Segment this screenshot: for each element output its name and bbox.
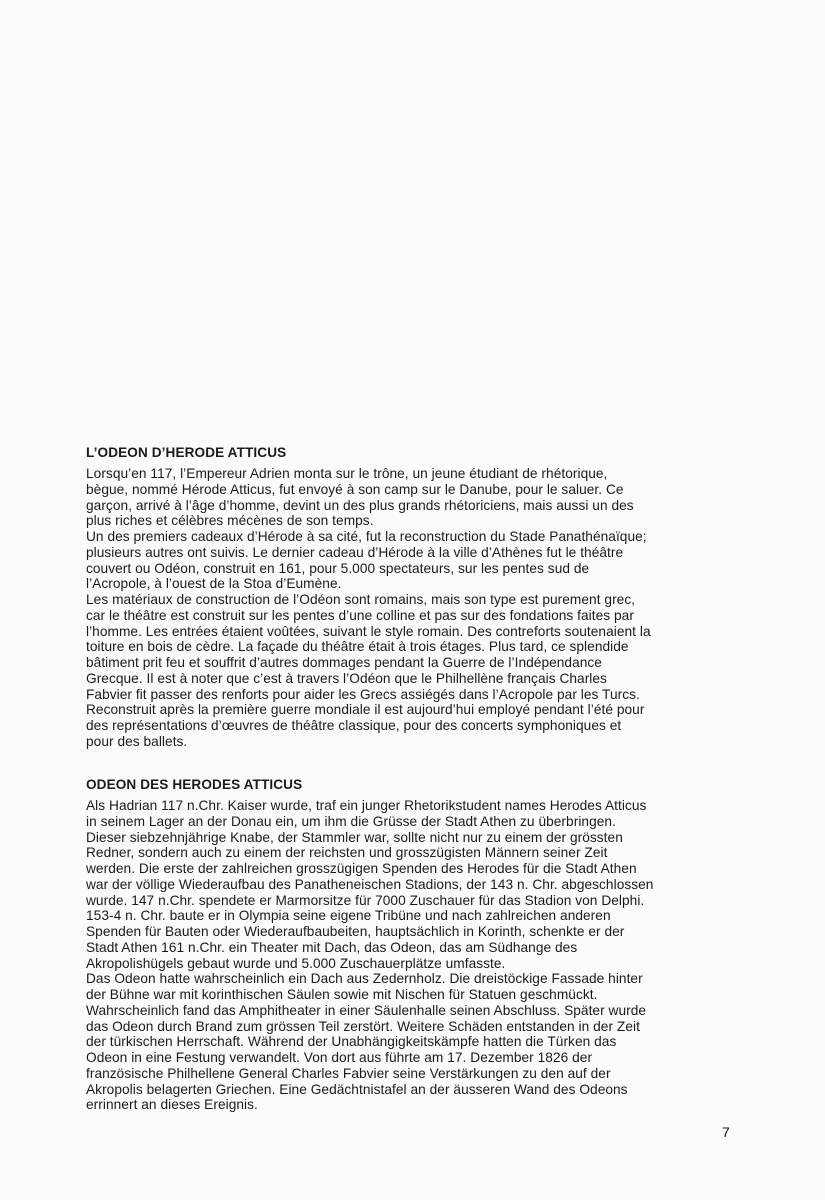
text-line: Wahrscheinlich fand das Amphitheater in einer Säulenhalle seinen Abschluss. Später wurde: [86, 1002, 647, 1018]
text-line: der Bühne war mit korinthischen Säulen sowie mit Nischen für Statuen geschmückt.: [86, 987, 598, 1002]
text-line: l’homme. Les entrées étaient voûtées, suivant le style romain. Des contreforts soutenaient la: [86, 623, 651, 639]
text-line: pour des ballets.: [86, 733, 188, 749]
text-line: wurde. 147 n.Chr. spendete er Marmorsitze für 7000 Zuschauer für das Stadion von Delphi.: [86, 892, 645, 908]
text-line: couvert ou Odéon, construit en 161, pour 5.000 spectateurs, sur les pentes sud de: [86, 560, 590, 576]
page-number: 7: [722, 1124, 730, 1140]
section-heading-german: ODEON DES HERODES ATTICUS: [86, 777, 303, 792]
text-line: Als Hadrian 117 n.Chr. Kaiser wurde, traf ein junger Rhetorikstudent names Herodes Atticus: [86, 798, 647, 813]
text-line: Reconstruit après la première guerre mondiale il est aujourd’hui employé pendant l’été pour: [86, 702, 645, 718]
text-line: errinnert an dieses Ereignis.: [86, 1097, 258, 1113]
text-line: 153-4 n. Chr. baute er in Olympia seine eigene Tribüne und nach zahlreichen anderen: [86, 908, 611, 924]
text-line: werden. Die erste der zahlreichen grosszügigen Spenden des Herodes für die Stadt Athen: [86, 861, 637, 876]
text-line: Grecque. Il est à noter que c’est à travers l’Odéon que le Philhellène français Charles: [86, 670, 607, 686]
text-line: des représentations d’œuvres de théâtre classique, pour des concerts symphoniques et: [86, 718, 622, 733]
text-line: Fabvier fit passer des renforts pour aider les Grecs assiégés dans l’Acropole par les Turcs.: [86, 686, 640, 702]
text-line: Un des premiers cadeaux d’Hérode à sa cité, fut la reconstruction du Stade Panathénaïque;: [86, 529, 647, 544]
text-line: Das Odeon hatte wahrscheinlich ein Dach aus Zedernholz. Die dreistöckige Fassade hinter: [86, 971, 643, 987]
section-body-german: [86, 798, 746, 1113]
text-line: l’Acropole, à l’ouest de la Stoa d’Eumène.: [86, 576, 342, 592]
text-line: Redner, sondern auch zu einem der reichsten und grosszügisten Männern seiner Zeit: [86, 845, 608, 861]
text-line: Spenden für Bauten oder Wiederaufbaubeiten, hauptsächlich in Korinth, schenkte er der: [86, 924, 625, 939]
section-heading-french: L’ODEON D’HERODE ATTICUS: [86, 445, 287, 460]
text-line: Akropolis belagerten Griechen. Eine Gedächtnistafel an der äusseren Wand des Odeons: [86, 1081, 628, 1097]
text-line: Akropolishügels gebaut wurde und 5.000 Zuschauerplätze umfasste.: [86, 955, 506, 971]
text-line: garçon, arrivé à l’âge d’homme, devint un des plus grands rhétoriciens, mais aussi un des: [86, 497, 634, 513]
text-line: Stadt Athen 161 n.Chr. ein Theater mit Dach, das Odeon, das am Südhange des: [86, 939, 578, 955]
section-body-french: [86, 466, 746, 750]
text-line: bâtiment prit feu et souffrit d’autres dommages pendant la Guerre de l’Indépendance: [86, 655, 602, 670]
text-line: das Odeon durch Brand zum grössen Teil zerstört. Weitere Schäden entstanden in der Zeit: [86, 1018, 640, 1034]
section-french: [86, 444, 746, 750]
text-line: der türkischen Herrschaft. Während der Unabhängigkeitskämpfe hatten die Türken das: [86, 1034, 617, 1050]
text-line: bègue, nommé Hérode Atticus, fut envoyé à son camp sur le Danube, pour le saluer. Ce: [86, 481, 624, 497]
text-line: car le théâtre est construit sur les pentes d’une colline et pas sur des fondations faites par: [86, 607, 634, 623]
text-line: war der völlige Wiederaufbau des Panatheneischen Stadions, der 143 n. Chr. abgeschlossen: [86, 876, 654, 892]
text-line: Dieser siebzehnjährige Knabe, der Stammler war, sollte nicht nur zu einem der grössten: [86, 829, 623, 845]
text-line: plusieurs autres ont suivis. Le dernier cadeau d’Hérode à la ville d’Athènes fut le théâtre: [86, 544, 624, 560]
text-line: toiture en bois de cèdre. La façade du théâtre était à trois étages. Plus tard, ce splendide: [86, 639, 629, 655]
text-line: französische Philhellene General Charles Fabvier seine Verstärkungen zu den auf der: [86, 1065, 611, 1081]
text-line: Odeon in eine Festung verwandelt. Von dort aus führte am 17. Dezember 1826 der: [86, 1050, 593, 1065]
section-german: [86, 776, 746, 1113]
text-line: Les matériaux de construction de l’Odéon sont romains, mais son type est purement grec,: [86, 592, 636, 607]
text-line: Lorsqu’en 117, l’Empereur Adrien monta sur le trône, un jeune étudiant de rhétorique,: [86, 466, 608, 481]
text-line: in seinem Lager an der Donau ein, um ihm die Grüsse der Stadt Athen zu überbringen.: [86, 813, 616, 829]
text-line: plus riches et célèbres mécènes de son temps.: [86, 513, 374, 529]
